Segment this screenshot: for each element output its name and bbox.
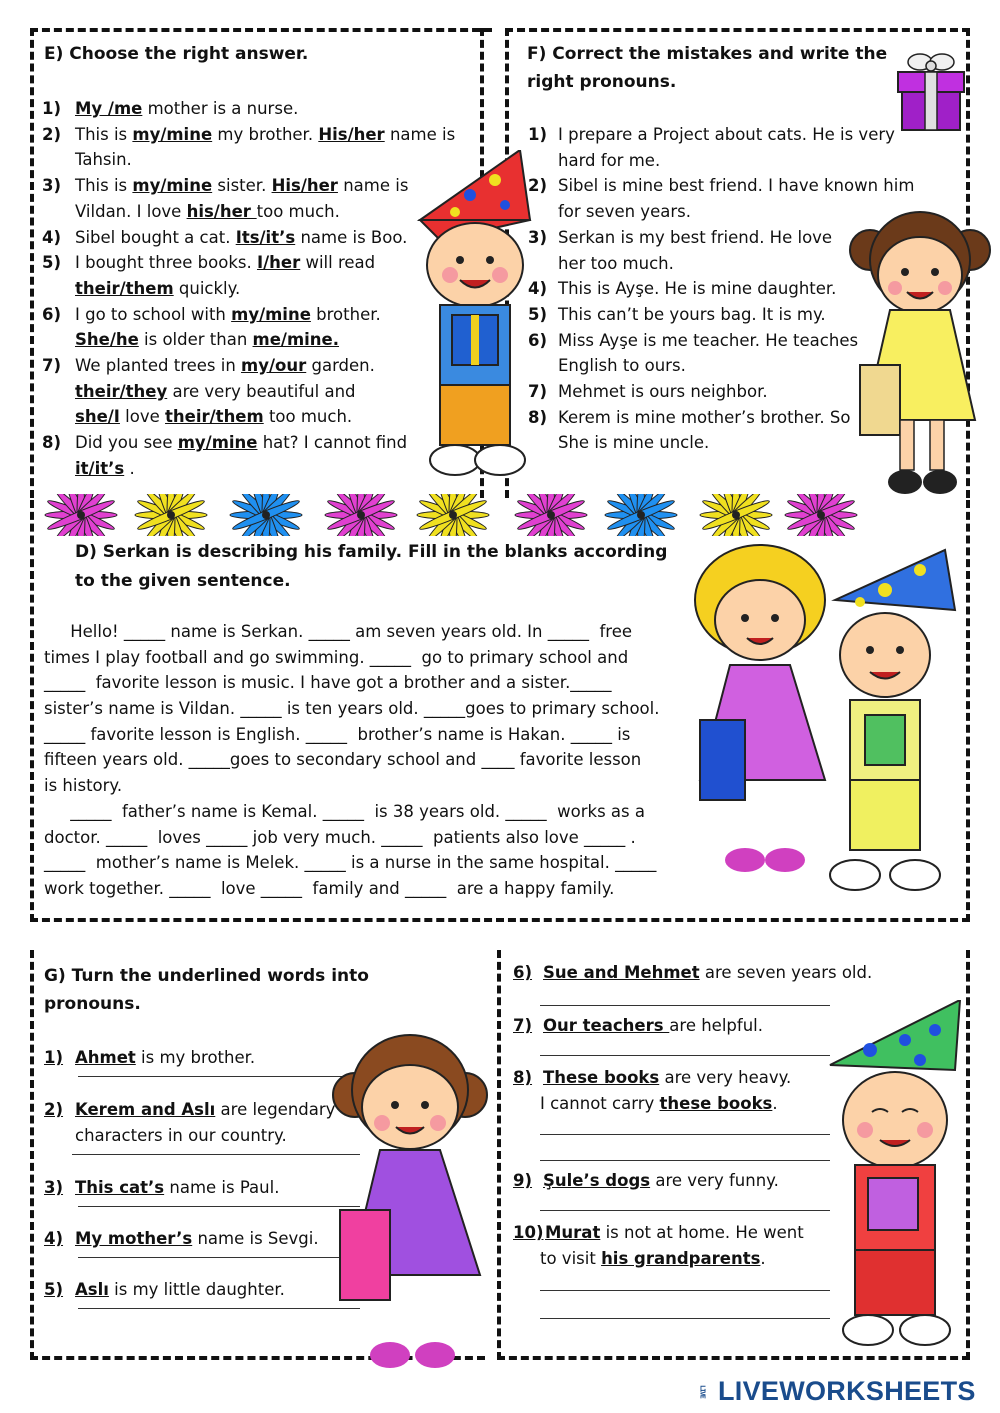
paragraph-line: _____ mother’s name is Melek. _____ is a nurse in the same hospital. _____	[44, 853, 657, 873]
answer-line[interactable]	[78, 1076, 360, 1077]
section-f-title-line2: right pronouns.	[527, 72, 677, 92]
text-run: .	[124, 458, 135, 478]
flower-icon	[412, 494, 494, 536]
text-run: are very heavy.	[659, 1068, 792, 1087]
text-run: are very beautiful and	[167, 381, 356, 401]
paragraph-line: _____ favorite lesson is English. _____ brother’s name is Hakan. _____ is	[44, 724, 631, 744]
item-number: 3)	[44, 1178, 64, 1197]
section-g-item-line	[540, 1091, 778, 1117]
answer-line[interactable]	[540, 1318, 830, 1319]
underlined-answer: Our teachers	[543, 1016, 670, 1035]
underlined-answer: My mother’s	[75, 1229, 193, 1248]
text-run: mother is a nurse.	[142, 99, 299, 118]
flower-icon	[130, 494, 212, 536]
section-e-item-line	[75, 404, 352, 430]
answer-line[interactable]	[540, 1005, 830, 1006]
section-g-item-line	[545, 1220, 804, 1246]
text-run: too much.	[263, 407, 353, 427]
paragraph-line: fifteen years old. _____goes to secondary school and ____ favorite lesson	[44, 750, 642, 770]
paragraph-line: work together. _____ love _____ family and _____ are a happy family.	[44, 878, 615, 898]
section-f-item-line: hard for me.	[558, 150, 661, 170]
section-g-item-line	[75, 1175, 279, 1201]
section-g-item-line	[543, 1168, 779, 1194]
flower-icon	[225, 494, 307, 536]
flower-icon	[600, 494, 682, 536]
underlined-answer: their/them	[165, 407, 264, 427]
text-run: name is	[384, 124, 456, 144]
text-run: are helpful.	[669, 1016, 763, 1035]
item-number: 5)	[44, 1280, 64, 1299]
underlined-answer: This cat’s	[75, 1178, 165, 1197]
text-run: name is Boo.	[295, 227, 408, 247]
underlined-answer: Murat	[545, 1223, 601, 1242]
underlined-answer: I/her	[256, 253, 301, 273]
text-run: to visit	[540, 1248, 602, 1268]
text-run: is my little daughter.	[108, 1280, 285, 1299]
section-g-item-line	[75, 1277, 285, 1303]
section-f-item-line: Mehmet is ours neighbor.	[558, 382, 768, 401]
section-g-item-line	[543, 960, 872, 986]
section-f-item-line: English to ours.	[558, 356, 686, 376]
item-number: 6)	[42, 304, 62, 324]
text-run: Sibel bought a cat.	[75, 227, 236, 247]
answer-line[interactable]	[72, 1154, 360, 1155]
underlined-answer: Aslı	[75, 1280, 109, 1299]
text-run: is not at home. He went	[600, 1223, 804, 1242]
text-run: I bought three books.	[75, 253, 257, 273]
paragraph-line: doctor. _____ loves _____ job very much. _____ patients also love _____ .	[44, 827, 636, 847]
text-run: hat? I cannot find	[257, 433, 408, 453]
paragraph-line: _____ father’s name is Kemal. _____ is 38 years old. _____ works as a	[44, 801, 645, 821]
section-d-title-line1: D) Serkan is describing his family. Fill in the blanks according	[75, 542, 668, 562]
text-run: will read	[300, 253, 376, 273]
paragraph-line: Hello! _____ name is Serkan. _____ am seven years old. In _____ free	[44, 622, 633, 641]
paragraph-line: _____ favorite lesson is music. I have got a brother and a sister._____	[44, 673, 612, 693]
underlined-answer: my/mine	[132, 124, 213, 144]
answer-line[interactable]	[78, 1206, 360, 1207]
underlined-answer: His/her	[318, 124, 385, 144]
text-run: too much.	[256, 201, 340, 221]
item-number: 8)	[528, 407, 548, 427]
liveworksheets-watermark[interactable]	[690, 1374, 976, 1408]
item-number: 7)	[42, 356, 62, 375]
item-number: 3)	[42, 176, 62, 196]
section-d-title-line2: to the given sentence.	[75, 571, 291, 591]
text-run: name is	[337, 176, 409, 196]
text-run: Tahsin.	[75, 150, 132, 170]
underlined-answer: his/her	[186, 201, 257, 221]
text-run: brother.	[310, 304, 381, 324]
section-g-item-line	[75, 1045, 255, 1071]
section-e-item-line	[75, 173, 408, 199]
section-e-item-line	[75, 379, 356, 405]
text-run: .	[772, 1093, 778, 1113]
underlined-answer: Şule’s dogs	[543, 1171, 651, 1190]
section-e-item-line	[75, 327, 339, 353]
text-run: is older than	[138, 330, 253, 350]
text-run: name is Sevgi.	[192, 1229, 319, 1248]
section-f-item-line: Sibel is mine best friend. I have known him	[558, 176, 915, 196]
underlined-answer: my/mine	[231, 304, 311, 324]
section-f-item-line: Miss Ayşe is me teacher. He teaches	[558, 330, 859, 350]
text-run: is my brother.	[135, 1048, 256, 1067]
item-number: 7)	[528, 382, 548, 401]
underlined-answer: it/it’s	[75, 458, 125, 478]
text-run: Did you see	[75, 433, 178, 453]
section-g-item-line	[543, 1013, 763, 1039]
section-g-title-line2: pronouns.	[44, 994, 141, 1014]
text-run: are very funny.	[650, 1171, 779, 1190]
section-f-item-line: She is mine uncle.	[558, 433, 710, 453]
item-number: 4)	[44, 1229, 64, 1248]
paragraph-line: sister’s name is Vildan. _____ is ten years old. _____goes to primary school.	[44, 699, 660, 719]
section-e-item-line	[75, 147, 132, 173]
boy-with-green-hat-illustration	[810, 1000, 975, 1355]
item-number: 4)	[528, 279, 548, 299]
section-f-item-line: for seven years.	[558, 202, 691, 222]
answer-line[interactable]	[78, 1308, 360, 1309]
paragraph-line: is history.	[44, 776, 123, 796]
underlined-answer: These books	[543, 1068, 660, 1087]
section-g-item-line	[540, 1246, 766, 1272]
underlined-answer: Ahmet	[75, 1048, 136, 1067]
underlined-answer: their/them	[75, 278, 174, 298]
two-kids-illustration	[685, 540, 960, 905]
underlined-answer: My /me	[75, 99, 143, 118]
underlined-answer: she/I	[75, 407, 120, 427]
section-e-item-line	[75, 276, 240, 302]
paragraph-line: times I play football and go swimming. _____ go to primary school and	[44, 647, 629, 667]
text-run: I cannot carry	[540, 1093, 660, 1113]
underlined-answer: my/mine	[132, 176, 213, 196]
section-d-paragraph	[44, 619, 694, 902]
text-run: quickly.	[173, 278, 241, 298]
text-run: my brother.	[212, 124, 319, 144]
underlined-answer: Sue and Mehmet	[543, 963, 700, 982]
item-number: 7)	[513, 1016, 533, 1035]
flower-icon	[320, 494, 402, 536]
section-e-item-line	[75, 250, 375, 276]
item-number: 4)	[42, 227, 62, 247]
section-e-item-line	[75, 456, 135, 482]
section-e-title: E) Choose the right answer.	[44, 44, 309, 64]
section-e-item-line	[75, 122, 455, 148]
girl-with-pink-bag-illustration	[330, 1025, 490, 1375]
boy-with-party-hat-illustration	[400, 150, 550, 485]
answer-line[interactable]	[540, 1210, 830, 1211]
item-number: 2)	[42, 124, 62, 144]
text-run: are seven years old.	[699, 963, 873, 982]
item-number: 2)	[528, 176, 548, 196]
item-number: 9)	[513, 1171, 533, 1190]
text-run: are legendary	[215, 1100, 336, 1119]
item-number: 6)	[513, 963, 533, 982]
item-number: 1)	[44, 1048, 64, 1067]
item-number: 5)	[528, 304, 548, 324]
flower-icon	[695, 494, 777, 536]
flower-icon	[40, 494, 122, 536]
text-run: This is	[75, 176, 133, 196]
flower-icon	[510, 494, 592, 536]
item-number: 1)	[42, 99, 62, 118]
liveworksheets-logo-icon: LIVE	[698, 1384, 707, 1398]
section-g-title-line1: G) Turn the underlined words into	[44, 966, 369, 986]
section-f-item-line: Kerem is mine mother’s brother. So	[558, 407, 851, 427]
liveworksheets-text: LIVEWORKSHEETS	[718, 1375, 976, 1406]
section-e-item-line	[75, 96, 298, 122]
girl-with-bag-illustration	[845, 200, 995, 500]
text-run: name is Paul.	[164, 1178, 280, 1197]
item-number: 8)	[42, 433, 62, 453]
underlined-answer: their/they	[75, 381, 168, 401]
underlined-answer: She/he	[75, 330, 139, 350]
text-run: This is	[75, 124, 133, 144]
section-g-item-line	[543, 1065, 791, 1091]
underlined-answer: my/mine	[177, 433, 258, 453]
text-run: .	[760, 1248, 766, 1268]
text-run: sister.	[212, 176, 272, 196]
answer-line[interactable]	[540, 1160, 830, 1161]
item-number: 5)	[42, 253, 62, 273]
underlined-answer: Its/it’s	[235, 227, 296, 247]
text-run: I go to school with	[75, 304, 232, 324]
item-number: 6)	[528, 330, 548, 350]
section-e-item-line	[75, 353, 375, 379]
underlined-answer: his grandparents	[601, 1248, 761, 1268]
section-f-item-line: Serkan is my best friend. He love	[558, 227, 833, 247]
answer-line[interactable]	[78, 1257, 360, 1258]
gift-box-icon	[892, 46, 970, 132]
underlined-answer: me/mine.	[252, 330, 340, 350]
item-number: 2)	[44, 1100, 64, 1119]
section-f-item-line: her too much.	[558, 253, 674, 273]
item-number: 3)	[528, 227, 548, 247]
text-run: garden.	[306, 356, 375, 375]
item-number: 8)	[513, 1068, 533, 1087]
section-e-item-line	[75, 430, 407, 456]
underlined-answer: His/her	[271, 176, 338, 196]
section-g-item-line: characters in our country.	[75, 1125, 287, 1145]
section-e-item-line	[75, 302, 381, 328]
section-e-item-line	[75, 199, 340, 225]
section-e-item-line	[75, 225, 407, 251]
section-g-item-line	[75, 1097, 335, 1123]
section-f-item-line: This can’t be yours bag. It is my.	[558, 304, 826, 324]
underlined-answer: Kerem and Aslı	[75, 1100, 216, 1119]
section-f-item-line: I prepare a Project about cats. He is very	[558, 125, 895, 144]
answer-line[interactable]	[540, 1055, 830, 1056]
section-g-item-line	[75, 1226, 319, 1252]
section-f-item-line: This is Ayşe. He is mine daughter.	[558, 279, 837, 299]
section-f-title-line1: F) Correct the mistakes and write the	[527, 44, 888, 64]
flower-icon	[780, 494, 862, 536]
underlined-answer: my/our	[241, 356, 307, 375]
text-run: Vildan. I love	[75, 201, 187, 221]
answer-line[interactable]	[540, 1134, 830, 1135]
text-run: love	[119, 407, 166, 427]
item-number: 1)	[528, 125, 548, 144]
answer-line[interactable]	[540, 1290, 830, 1291]
underlined-answer: these books	[659, 1093, 773, 1113]
item-number: 10)	[513, 1223, 544, 1242]
text-run: We planted trees in	[75, 356, 242, 375]
